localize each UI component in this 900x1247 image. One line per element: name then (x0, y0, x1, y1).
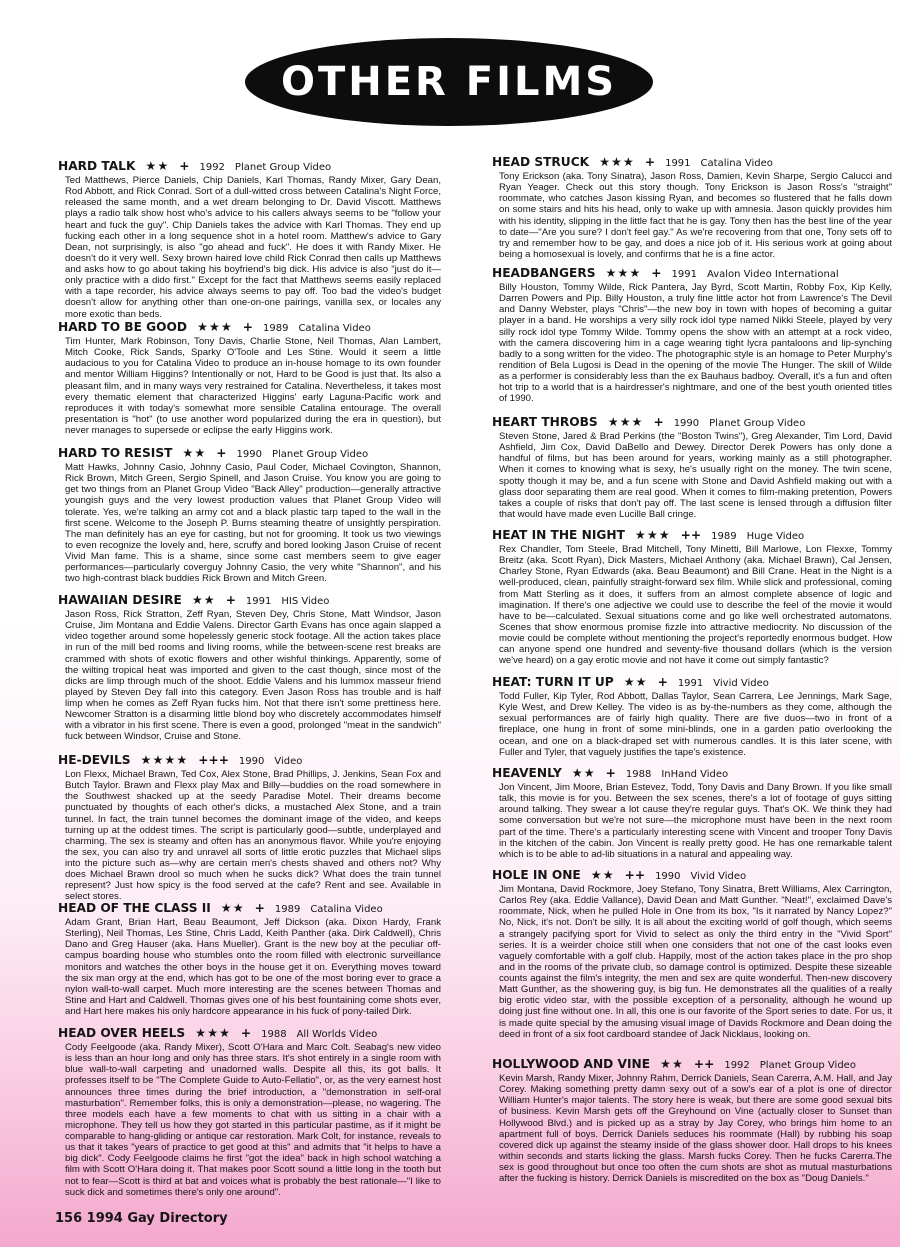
film-title: HOLE IN ONE (492, 868, 581, 882)
film-year: 1989 (274, 904, 301, 915)
entry-header (492, 766, 892, 782)
entry-header (492, 868, 892, 884)
star-rating: ★★★ (607, 415, 644, 429)
film-studio: Catalina Video (700, 158, 773, 169)
film-review: Tony Erickson (aka. Tony Sinatra), Jason Ross, Damien, Kevin Sharpe, Sergio Calucci and Ryan Yeager. Check out this story though. Tony Erickson is Jason Ross's "straight" roommate, who catches Jason kissing Ryan, and becomes so flustered that he falls down on some stairs and hits his head, only to wake up with amnesia. Jason quickly provides him with his identity, slipping in the little fact that he is gay. Tony then has the best line of the year to date—"Are you sure? I don't feel gay." As we're recovering from that one, Tony sets off to try and remember how to be gay, and does a nice job of it. His serious work at going about being a homosexual is lovely, and confirms that he is a fine actor. (499, 171, 892, 260)
film-year: 1990 (236, 449, 262, 460)
sex-rating: + (657, 675, 668, 689)
film-review: Todd Fuller, Kip Tyler, Rod Abbott, Dallas Taylor, Sean Carrera, Lee Jennings, Mark Sage, Kyle West, and Drew Kelley. The video is as by-the-numbers as they come, although the sexual performances are of fairly high quality. There are five duos—two in front of a fireplace, one hung in front of some mini-blinds, one in a garden patio overlooking the ocean, and one on a black-draped set with numerous candles. It is this later scene, with Fuller and Tyler, that vaguely justifies the tape's existence. (499, 691, 892, 758)
film-title: HEAD OF THE CLASS II (58, 901, 211, 915)
star-rating: ★★★ (599, 155, 635, 169)
film-year: 1992 (724, 1060, 750, 1071)
film-entry (492, 868, 892, 1051)
star-rating: ★★ (191, 593, 216, 607)
sex-rating: ++ (624, 868, 646, 882)
page-footer: 156 1994 Gay Directory (55, 1211, 228, 1226)
film-review: Matt Hawks, Johnny Casio, Johnny Casio, Paul Coder, Michael Covington, Shannon, Rick Brown, Mitch Green, Sergio Spinell, and Jason Cruise. You know you are going to get two things from an Planet Group Video "Back Alley" production—generally attractive youngish guys and the very lowest production values that Planet Group Video will tolerate. Yes, we're talking an army cot and a black plastic tarp taped to the wall in the first scene. Welcome to the Joseph P. Burns steaming theatre of unsightly perspiration. The man definitely has an eye for casting, but not for grooming. It took us two viewings to even recognize the lovely and, here, scruffy and bored looking Jason Cruise of recent Vivid Man fame. This is a shame, since some cast members seem to give eager performances—particularly coverguy Johnny Casio, the very white "Shannon", and his two high-contrast black buddies Rick Brown and Mitch Green. (65, 462, 441, 585)
film-studio: Catalina Video (310, 904, 383, 915)
star-rating: ★★★ (634, 528, 671, 542)
film-entry (492, 155, 892, 261)
film-entry (58, 1026, 441, 1209)
sex-rating: + (651, 266, 662, 280)
sex-rating: ++ (693, 1057, 715, 1071)
sex-rating: + (644, 155, 656, 169)
film-review: Cody Feelgoode (aka. Randy Mixer), Scott O'Hara and Marc Colt. Seabag's new video is less than an hour long and only has three stars. It's shot entirely in a single room with blue wall-to-wall carpeting and unadorned walls. Despite all this, its got balls. It professes itself to be "The Complete Guide to Auto-Fellatio", or, as the very earnest host announces three times during the brief introduction, a "demonstration in self-oral masturbation". Remember folks, this is only a demonstration—please, no wagering. The three models each have a few moments to chat with us sitting in a chair with a microphone. They tell us how they got started in this particular pastime, as if it might be comparable to hang-gliding or antique car restoration. Mark Colt, for instance, reveals to us that it takes "years of practice to get good at this" and admits that "it helps to have a big dick". Cody Feelgoode claims he first "got the idea" back in high school watching a film with Scott O'Hara doing it. That makes poor Scott sound a little long in the tooth but not to fear—Scott is third at bat and voices what is probably the best rationale—"I like to suck dick and sometimes there's only one around". (65, 1042, 441, 1198)
entry-header (58, 320, 441, 336)
film-year: 1990 (655, 871, 681, 882)
sex-rating: + (242, 320, 253, 334)
entry-header (492, 155, 892, 171)
film-title: HARD TO BE GOOD (58, 320, 187, 334)
film-review: Billy Houston, Tommy Wilde, Rick Pantera, Jay Byrd, Scott Martin, Robby Fox, Kip Kelly, Darren Powers and Pip. Billy Houston, a truly fine little actor hot from Lawrence's The Devil and Danny Webster, plays "Chris"—the new boy in town with hopes of becoming a guitar player in a band. He worships a very silly rock idol type named Nikki Steele, played by very silly rock idol type Tommy Wilde. Tommy opens the show with an attempt at a rock video, with the camera discovering him in a cage wearing tight lycra pantaloons and lip-synching badly to a song written for the video. The photographic style is an homage to Peter Murphy's rendition of Bela Lugosi is Dead in the opening of the movie The Hunger. The skill of Wilde as a performer is considerably less than the ex Bauhaus badboy. Overall, it's a fun and often hot trip to a world that is a hairdresser's nightmare, and one of the best youth oriented titles of 1990. (499, 282, 892, 405)
film-review: Jim Montana, David Rockmore, Joey Stefano, Tony Sinatra, Brett Williams, Alex Carrington, Carlos Rey (aka. Eddie Vallance), David Dean and Matt Gunther. "Neat!", exclaimed Dave's roommate, Nick, when he pulled Hole in One from its box, "Is it narrated by Nancy Lopez?" No, Nick, it's not. Don't be silly. It is all about the exciting world of golf though, which seems a strangely pacifying sport for Vivid to select as only the third entry in the "Vivid Sport" series. It is a weirder choice still when one considers that not one of the cast looks even vaguely comfortable with a golf club. Happily, most of the action takes place in the pro shop and in the rooms of the private club, so damage control is optimized. Despite these sizeable counts against the film's integrity, the men and sex are quite wonderful. Then-new discovery Matt Gunther, as the showering guy, is big fun. He demonstrates all the qualities of a really big erotic video star, with the possible exception of a personality, although he wound up doing just fine without one. In all, this one is our favorite of the Sport series to date. For us, it is made quite special by the amusing visual image of Davids Rockmore and Dean doing the deed in front of a six foot cardboard standee of Jack Nicklaus, looking on. (499, 884, 892, 1040)
film-title: HARD TALK (58, 159, 136, 173)
film-title: HE-DEVILS (58, 753, 131, 767)
star-rating: ★★ (182, 446, 207, 460)
film-year: 1989 (711, 531, 737, 542)
film-studio: HIS Video (281, 596, 330, 607)
sex-rating: +++ (198, 753, 229, 767)
film-entry (58, 593, 441, 743)
film-title: HEADBANGERS (492, 266, 596, 280)
film-title: HEAD OVER HEELS (58, 1026, 186, 1040)
film-review: Kevin Marsh, Randy Mixer, Johnny Rahm, Derrick Daniels, Sean Carerra, A.M. Hall, and Jay Corey. Making something pretty damn sexy out of a sow's ear of a plot is one of director William Hunter's major talents. The story here is weak, but there are some good sexual bits of business. Kevin Marsh gets off the Greyhound on Vine (actually closer to Sunset than Hollywood Blvd.) and is picked up as a stray by Jay Corey, who brings him home to an apartment full of boys. Derrick Daniels seduces his roommate (Hall) by rubbing his soap covered dick up against the steamy inside of the glass shower door. Hall drops to his knees within seconds and starts licking the glass. Marsh fucks Corey. Then he fucks Carerra.The sex is good throughout but once too often the cum shots are shot as mutual masturbations after the fucking is history. Derrick Daniels is miscredited on the box as "Doug Daniels." (499, 1073, 892, 1185)
entry-header (492, 528, 892, 544)
sex-rating: + (605, 766, 616, 780)
film-review: Jon Vincent, Jim Moore, Brian Estevez, Todd, Tony Davis and Dany Brown. If you like small talk, this movie is for you. Between the sex scenes, there's a lot of footage of guys sitting around talking. They swear a lot cause they're regular guys. That's OK. We think they had some conversation but we're not sure—the microphone must have been in the next room part of the time. There's a particularly interesting scene with Vincent and trooper Tony Davis in the kitchen of the cabin. Jon Vincent is really pretty good. He has one remarkable talent which is to be able to ad-lib situations in a natural and appealing way. (499, 782, 892, 860)
film-year: 1990 (238, 756, 265, 767)
film-studio: Avalon Video International (706, 269, 839, 280)
entry-header (58, 446, 441, 462)
film-year: 1991 (665, 158, 691, 169)
film-review: Steven Stone, Jared & Brad Perkins (the "Boston Twins"), Greg Alexander, Tim Lord, David Ashfield, Jim Cox, David DaBello and Dewey. Director Derek Powers has only done a handful of films, but has been around for years, working mainly as a still photographer. When it comes to knowing what is sexy, he's usually right on the money. The twin scene, spotty though it may be, and a fun scene with Stone and David Ashfield making out with a glass door separating them are real good. When it comes to film-making pretention, Powers takes a couple of risks that don't pay off. The last scene is lensed through a diffusion filter that would have made even Lucille Ball cringe. (499, 431, 892, 520)
entry-header (58, 593, 441, 609)
entry-header (492, 1057, 892, 1073)
star-rating: ★★ (220, 901, 245, 915)
film-studio: Planet Group Video (759, 1060, 856, 1071)
sex-rating: ++ (680, 528, 702, 542)
film-review: Tim Hunter, Mark Robinson, Tony Davis, Charlie Stone, Neil Thomas, Alan Lambert, Mitch Cooke, Rick Sands, Sparky O'Toole and Les Stine. Would it seem a little audacious to you for Catalina Video to produce an in-house homage to its own founder and mentor William Higgins? Intentionally or not, Hard to be Good is just that. Its also a pleasant film, and in many ways very restrained for Catalina. Nevertheless, it takes most every thematic element that characterized Higgins' early Laguna-Pacific work and reproduces it with today's somewhat more sensible Catalina entourage. The overall presentation is "hot" (to use another word popularized during the era in question), but never manages to supersede or eclipse the early Higgins work. (65, 336, 441, 436)
film-entry (58, 320, 441, 437)
film-review: Lon Flexx, Michael Brawn, Ted Cox, Alex Stone, Brad Phillips, J. Jenkins, Sean Fox and Butch Taylor. Brawn and Flexx play Max and Billy—buddies on the road somewhere in the Southwest shacked up at the seedy Paradise Motel. Their dreams become punctuated by thoughts of each other's dicks, a mustached Alex Stone, and a train tunnel. In fact, the train tunnel becomes the dominant image of the video, and keeps turning up at the oddest times. The script is particularly good—subtle, underplayed and charming. The sex is steamy and often has an anonymous flavor. While you're enjoying the sex, you can also try and unravel all sorts of little erotic puzzles that Michael slips into the picture such as—why are certain men's chests shaved and others not? Why does Michael Brawn drool so much when he sucks dick? What does the train tunnel represent? Just how spicy is the food served at the cafe? Rent and see. Available in select stores. (65, 769, 441, 903)
entry-header (58, 1026, 441, 1042)
film-review: Rex Chandler, Tom Steele, Brad Mitchell, Tony Minetti, Bill Marlowe, Lon Flexxe, Tommy Breitz (aka. Scott Ryan), Dick Masters, Michael Anthony (aka. Michael Brawn), Cal Jensen, Charley Stone, Ryan Edwards (aka. Beau Beaumont) and Bill Crane. Heat in the Night is a well-produced, clean, painfully straight-forward sex film. While slick and professional, coming from Matt Sterling as it does, it suffers from an almost complete absence of logic and imagination. If there's one adjective we could use to describe the feel of the movie it would have to be—calculated. Sexual situations come and go like well orchestrated automatons. Scenes that show enormous promise fizzle into attractive mediocrity. No discussion of the movie could be complete without mentioning the project's reportedly enormous budget. How can anyone spend one hundred and seventy-five thousand dollars (which is the version we've heard) on a gay erotic movie and not have it come out simply fantastic? (499, 544, 892, 667)
film-year: 1991 (245, 596, 272, 607)
sex-rating: + (179, 159, 190, 173)
film-year: 1991 (671, 269, 697, 280)
film-year: 1989 (263, 323, 289, 334)
film-title: HARD TO RESIST (58, 446, 173, 460)
film-entry (58, 446, 441, 585)
entry-header (58, 901, 441, 917)
film-studio: Vivid Video (713, 678, 769, 689)
film-studio: InHand Video (661, 769, 729, 780)
film-studio: Huge Video (746, 531, 805, 542)
film-year: 1988 (625, 769, 652, 780)
film-review: Adam Grant, Brian Hart, Beau Beaumont, Jeff Dickson (aka. Dixon Hardy, Frank Sterling), Neil Thomas, Les Stine, Chris Ladd, Keith Panther (aka. Dirk Caldwell), Chris Dano and Greg Hauser (aka. Hans Mueller). Grant is the new boy at the peculiar off-campus boarding house who stumbles onto the room filled with electronic surveillance monitors and watches the other boys in the house get it on. Everything moves toward the six man orgy at the end, which has got to be one of the most boring ever to grace a nylon wall-to-wall carpet. Much more interesting are the scenes between Thomas and Stine and Hart and Caldwell. Thomas gives one of his best fountaining come shots ever, and Hart here makes his only hardcore appearance in his fuck of pony-tailed Dirk. (65, 917, 441, 1017)
sex-rating: + (216, 446, 227, 460)
entry-header (492, 415, 892, 431)
page-title-oval (245, 38, 653, 126)
sex-rating: + (225, 593, 236, 607)
film-entry (492, 1057, 892, 1197)
sex-rating: + (653, 415, 664, 429)
entry-header (492, 675, 892, 691)
film-studio: Planet Group Video (234, 162, 332, 173)
entry-header (492, 266, 892, 282)
entry-header (58, 753, 441, 769)
film-title: HEART THROBS (492, 415, 598, 429)
film-title: HAWAIIAN DESIRE (58, 593, 182, 607)
star-rating: ★★ (660, 1057, 684, 1071)
film-title: HEAD STRUCK (492, 155, 590, 169)
film-entry (492, 266, 892, 405)
star-rating: ★★ (145, 159, 170, 173)
film-title: HEAT IN THE NIGHT (492, 528, 625, 542)
film-studio: Catalina Video (298, 323, 371, 334)
film-year: 1992 (199, 162, 225, 173)
star-rating: ★★★ (195, 1026, 231, 1040)
film-title: HEAT: TURN IT UP (492, 675, 614, 689)
film-title: HOLLYWOOD AND VINE (492, 1057, 651, 1071)
film-entry (492, 675, 892, 759)
star-rating: ★★★ (197, 320, 233, 334)
film-year: 1990 (673, 418, 700, 429)
film-entry (492, 528, 892, 667)
entry-header (58, 159, 441, 175)
film-review: Ted Matthews, Pierce Daniels, Chip Daniels, Karl Thomas, Randy Mixer, Gary Dean, Rod Abbott, and Rick Conrad. Sort of a dull-witted cross between Catalina's Night Force, released the same month, and a wet dream belonging to Dr. David Viscott. Matthews plays a radio talk show host who's advice to his callers always seems to be "follow your heart and fuck the guy". Chip Daniels takes the advice with Karl Thomas. They end up fucking each other in a long sequence shot in a hotel room. Matthew's advice to Gary Dean, not surprisingly, is also "go ahead and fuck". He does it with Randy Mixer. He doesn't do it very well. Sexy brown haired love child Rick Conrad then calls up Matthews and asks how to go about taking his boyfriend's big dick. His advice is also "just do it—only practice with a dido first." Except for the fact that Matthews seems easily replaced with a tape recorder, his advice always seems to pay off. Too bad the video's budget doesn't allow for anything other than one-on-one pairings, vanilla sex, or locales any more exotic than beds. (65, 175, 441, 320)
film-entry (58, 159, 441, 320)
film-studio: Vivid Video (690, 871, 747, 882)
film-year: 1991 (677, 678, 704, 689)
film-studio: All Worlds Video (296, 1029, 378, 1040)
film-entry (58, 753, 441, 903)
film-studio: Planet Group Video (271, 449, 369, 460)
star-rating: ★★ (590, 868, 615, 882)
film-year: 1988 (261, 1029, 287, 1040)
film-studio: Planet Group Video (709, 418, 806, 429)
film-review: Jason Ross, Rick Stratton, Zeff Ryan, Steven Dey, Chris Stone, Matt Windsor, Jason Cruise, Jim Montana and Eddie Valens. Director Garth Evans has once again slapped a video together around some hopelessly generic stock footage. All the action takes place in run of the mill bed rooms and living rooms, while the between-scene rest breaks are crammed with shots of exotic flowers and other wishful thinkings. Apparently, some of the wilting tropical heat was imported and given to the cast though, since most of the dicks are limp through much of the shoot. Eddie Valens and his lummox masseur friend played by Steven Dey fall into this category. Even Jason Ross has trouble and is half limp when he comes as Zeff Ryan fucks him. Not that there isn't some prettiness here. Newcomer Stratton is a disarming little blond boy who discretely accommodates himself with a vibrator in his first scene. There is even a good, prolonged "meat in the sandwich" fuck between Windsor, Cruise and Stone. (65, 609, 441, 743)
star-rating: ★★★★ (140, 753, 189, 767)
film-entry (58, 901, 441, 1018)
film-title: HEAVENLY (492, 766, 562, 780)
film-studio: Video (274, 756, 303, 767)
sex-rating: + (240, 1026, 252, 1040)
page-title: OTHER FILMS (280, 59, 618, 105)
star-rating: ★★ (571, 766, 596, 780)
film-entry (492, 766, 892, 861)
sex-rating: + (254, 901, 265, 915)
film-entry (492, 415, 892, 521)
star-rating: ★★ (623, 675, 648, 689)
star-rating: ★★★ (605, 266, 642, 280)
